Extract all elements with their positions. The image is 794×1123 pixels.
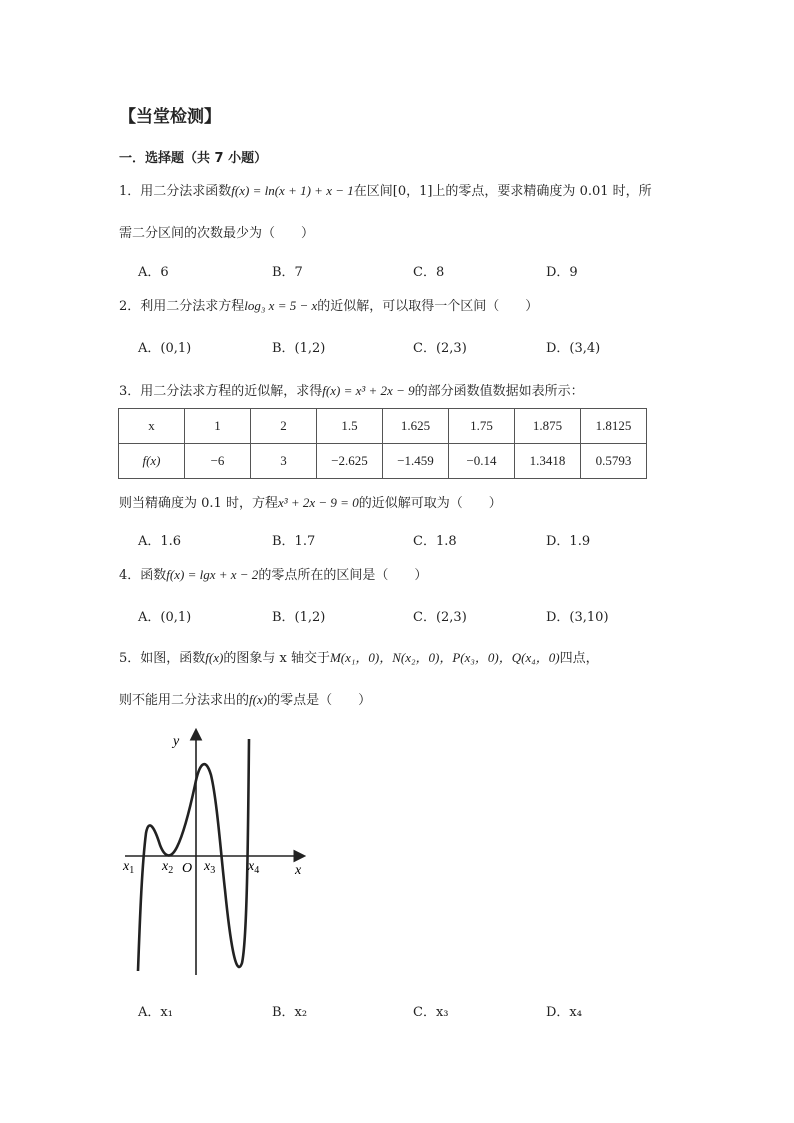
option-c[interactable]: C．x₃ (413, 1005, 449, 1020)
option-b[interactable]: B．7 (272, 265, 303, 280)
question-5 (119, 647, 599, 666)
x2-label: $x_2$ (162, 859, 174, 876)
option-c[interactable]: C．(2,3) (413, 610, 467, 625)
question-text: 函数 (140, 568, 167, 583)
question-text: 用二分法求方程的近似解，求得 (140, 384, 323, 399)
option-c[interactable]: C．1.8 (413, 534, 457, 549)
table-cell: −1.459 (383, 444, 449, 479)
x4-label: $x_4$ (248, 859, 260, 876)
option-b[interactable]: B．1.7 (272, 534, 316, 549)
formula: log₃ x = 5 − x (244, 298, 318, 313)
formula: f(x) (205, 650, 224, 665)
question-1 (119, 180, 652, 199)
table-cell: −6 (185, 444, 251, 479)
option-a[interactable]: A．(0,1) (138, 341, 192, 356)
table-cell: 1.5 (317, 409, 383, 444)
option-a[interactable]: A．6 (138, 265, 169, 280)
table-cell: 1.625 (383, 409, 449, 444)
question-text: 的部分函数值数据如表所示： (414, 384, 584, 399)
table-cell: f(x) (119, 444, 185, 479)
formula: f(x) = x³ + 2x − 9 (322, 383, 415, 398)
x-axis-label: x (295, 863, 302, 878)
y-axis-label: y (173, 734, 180, 749)
value-table (118, 408, 647, 479)
question-5-line-2 (119, 689, 371, 708)
question-text: 则不能用二分法求出的 (119, 693, 250, 708)
page-title: 【当堂检测】 (119, 107, 221, 127)
question-text: 的近似解，可以取得一个区间（ ） (317, 299, 539, 314)
question-text: 的近似解可取为（ ） (358, 496, 502, 511)
question-text: 用二分法求函数 (140, 184, 232, 199)
origin-label: O (182, 861, 193, 876)
option-d[interactable]: D．1.9 (546, 534, 591, 549)
option-d[interactable]: D．9 (546, 265, 578, 280)
table-cell: 1.8125 (581, 409, 647, 444)
question-number: 1． (119, 184, 141, 199)
question-3-line-2 (119, 492, 502, 511)
question-text: 在区间[0，1]上的零点，要求精确度为 0.01 时，所 (353, 184, 652, 199)
option-a[interactable]: A．(0,1) (138, 610, 192, 625)
question-number: 4． (119, 568, 141, 583)
question-number: 3． (119, 384, 141, 399)
table-cell: −0.14 (449, 444, 515, 479)
option-b[interactable]: B．x₂ (272, 1005, 308, 1020)
x3-label: $x_3$ (204, 859, 216, 876)
table-cell: 2 (251, 409, 317, 444)
formula: x³ + 2x − 9 = 0 (277, 495, 359, 510)
formula: f(x) (249, 692, 268, 707)
option-a[interactable]: A．x₁ (138, 1005, 173, 1020)
question-2 (119, 295, 538, 314)
table-cell: 1.875 (515, 409, 581, 444)
question-number: 2． (119, 299, 141, 314)
formula: M(x₁，0)，N(x₂，0)，P(x₃，0)，Q(x₄，0) (329, 650, 560, 665)
question-text: 的零点是（ ） (267, 693, 372, 708)
option-b[interactable]: B．(1,2) (272, 341, 326, 356)
question-text: 四点， (559, 651, 599, 666)
question-text: 如图，函数 (140, 651, 206, 666)
table-cell: 1.75 (449, 409, 515, 444)
formula: f(x) = lgx + x − 2 (166, 567, 259, 582)
table-cell: −2.625 (317, 444, 383, 479)
table-cell: 1.3418 (515, 444, 581, 479)
question-number: 5． (119, 651, 141, 666)
question-text: 利用二分法求方程 (140, 299, 245, 314)
table-row (119, 409, 647, 444)
function-graph (115, 725, 315, 980)
question-text: 的零点所在的区间是（ ） (258, 568, 428, 583)
option-d[interactable]: D．x₄ (546, 1005, 582, 1020)
table-row (119, 444, 647, 479)
question-1-line-2: 需二分区间的次数最少为（ ） (119, 226, 315, 241)
table-cell: 1 (185, 409, 251, 444)
formula: f(x) = ln(x + 1) + x − 1 (231, 183, 354, 198)
function-curve (138, 739, 249, 971)
question-text: 则当精确度为 0.1 时，方程 (119, 496, 278, 511)
option-d[interactable]: D．(3,10) (546, 610, 609, 625)
table-cell: x (119, 409, 185, 444)
option-d[interactable]: D．(3,4) (546, 341, 601, 356)
option-a[interactable]: A．1.6 (138, 534, 182, 549)
table-cell: 0.5793 (581, 444, 647, 479)
option-c[interactable]: C．8 (413, 265, 445, 280)
table-cell: 3 (251, 444, 317, 479)
option-c[interactable]: C．(2,3) (413, 341, 467, 356)
question-3 (119, 380, 584, 399)
question-text: 的图象与 x 轴交于 (223, 651, 330, 666)
option-b[interactable]: B．(1,2) (272, 610, 326, 625)
x1-label: $x_1$ (123, 859, 135, 876)
section-heading: 一．选择题（共 7 小题） (119, 151, 268, 166)
question-4 (119, 564, 427, 583)
